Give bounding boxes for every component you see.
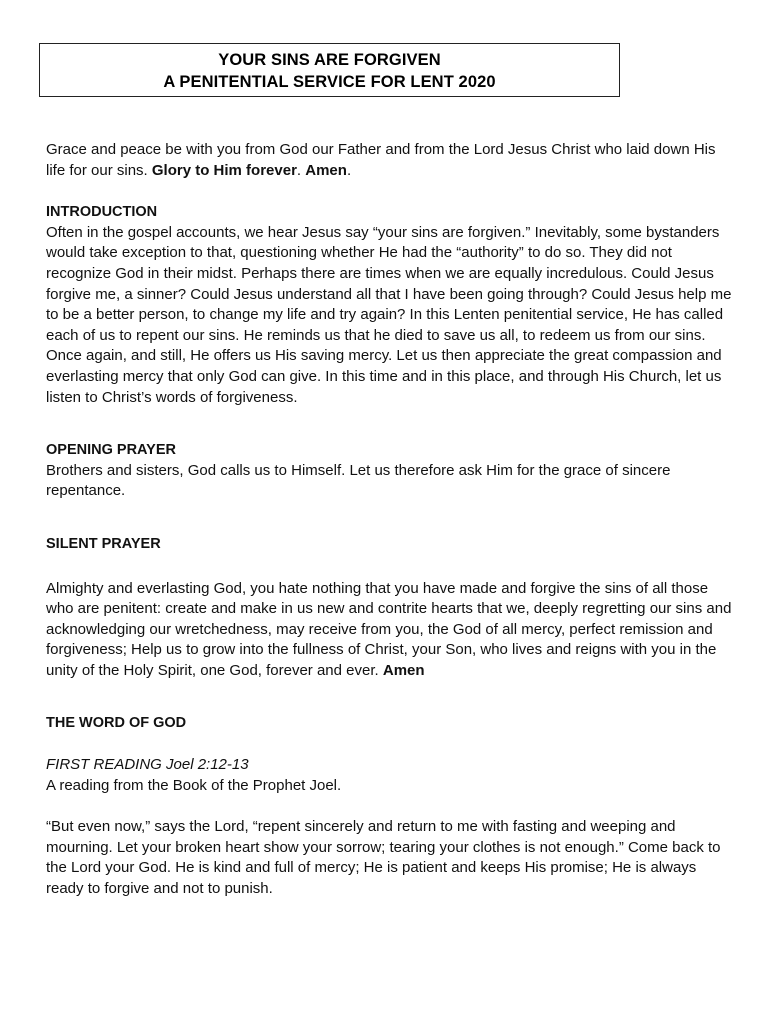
title-box: [39, 43, 620, 97]
greeting-amen: Amen: [305, 161, 347, 179]
word-of-god-heading: THE WORD OF GOD: [46, 715, 187, 732]
opening-prayer-heading: OPENING PRAYER: [46, 442, 176, 459]
silent-prayer-heading: SILENT PRAYER: [46, 535, 161, 552]
greeting-text: Grace and peace be with you from God our Father and from the Lord Jesus Christ who laid down His life for our sins.: [46, 141, 716, 179]
opening-prayer-body: Brothers and sisters, God calls us to Himself. Let us therefore ask Him for the grace of sincere repentance.: [46, 461, 671, 500]
silent-prayer-amen: Amen: [382, 661, 425, 679]
first-reading-label: FIRST READING Joel 2:12-13: [46, 756, 249, 774]
first-reading-intro: A reading from the Book of the Prophet Joel.: [46, 776, 342, 794]
greeting-end: .: [346, 161, 352, 179]
greeting-paragraph: [46, 140, 736, 181]
silent-prayer-text: Almighty and everlasting God, you hate nothing that you have made and forgive the sins of all those who are penitent: create and make in us new and contrite hearts that we, deeply regretting our sins and acknowledging our wretchedness, may receive from you, the God of all mercy, perfect remission and forgiveness; Help us to grow into the fullness of Christ, your Son, who lives and reigns with you in the unity of the Holy Spirit, one God, forever and ever.: [46, 579, 732, 679]
introduction-heading: INTRODUCTION: [46, 204, 158, 221]
document-body: [46, 140, 736, 900]
introduction-body: Often in the gospel accounts, we hear Jesus say “your sins are forgiven.” Inevitably, some bystanders would take exception to that, questioning whether He had the “authority” to do so. They did not recognize God in their midst. Perhaps there are times when we are equally incredulous. Could Jesus forgive me, a sinner? Could Jesus understand all that I have been going through? Could Jesus help me to be a better person, to change my life and try again? In this Lenten penitential service, He has called each of us to repent our sins. He reminds us that he died to save us all, to redeem us from our sins. Once again, and still, He offers us His saving mercy. Let us then appreciate the great compassion and everlasting mercy that only God can give. In this time and in this place, and through His Church, let us listen to Christ’s words of forgiveness.: [46, 223, 732, 406]
silent-prayer-body: [46, 579, 736, 682]
first-reading-body: “But even now,” says the Lord, “repent sincerely and return to me with fasting and weeping and mourning. Let your broken heart show your sorrow; tearing your clothes is not enough.” Come back to the Lord your God. He is kind and full of mercy; He is patient and keeps His promise; He is always ready to forgive and not to punish.: [46, 818, 721, 898]
title-line-1: YOUR SINS ARE FORGIVEN: [218, 51, 441, 69]
greeting-separator: .: [296, 161, 306, 179]
greeting-response: Glory to Him forever: [151, 161, 297, 179]
title-line-2: A PENITENTIAL SERVICE FOR LENT 2020: [163, 73, 496, 91]
